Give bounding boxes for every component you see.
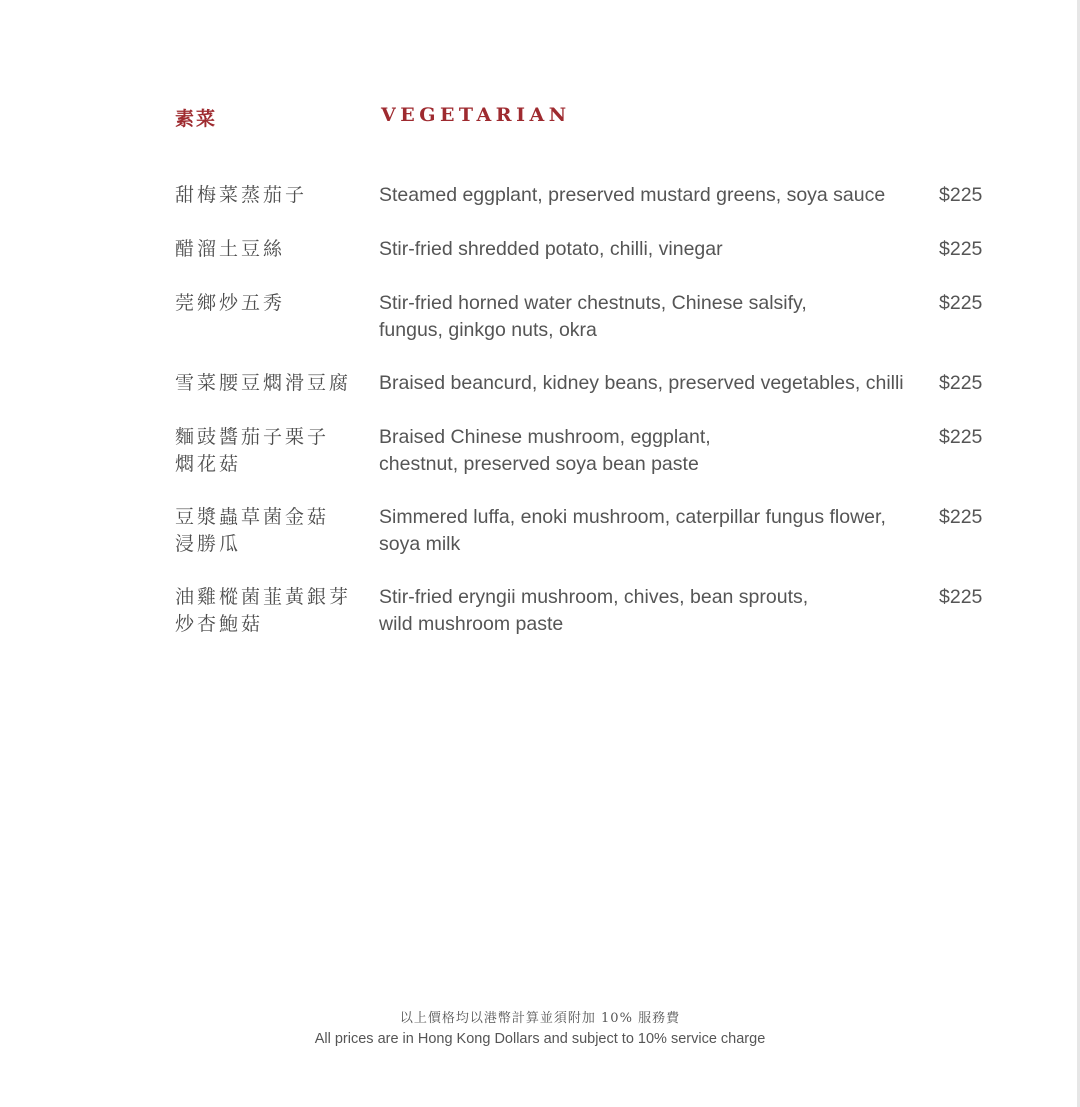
dish-name-cn: 油雞樅菌韮黃銀芽 炒杏鮑菇 [175,586,352,635]
menu-item [0,236,1080,290]
dish-price: $225 [939,292,983,314]
dish-name-cn: 豆漿蟲草菌金菇 浸勝瓜 [175,506,330,555]
menu-item [0,182,1080,236]
dish-description-en: Braised beancurd, kidney beans, preserved vegetables, chilli [379,372,904,394]
dish-price: $225 [939,184,983,206]
menu-item [0,370,1080,424]
dish-description-en: Stir-fried horned water chestnuts, Chinese salsify, fungus, ginkgo nuts, okra [379,292,807,341]
dish-price: $225 [939,372,983,394]
footer-note-cn: 以上價格均以港幣計算並須附加 10% 服務費 [399,1011,681,1026]
dish-name-cn: 麵豉醬茄子栗子 燜花菇 [175,426,330,475]
section-header [0,104,1080,136]
menu-item [0,584,1080,664]
dish-name-cn: 雪菜腰豆燜滑豆腐 [175,372,352,394]
dish-name-cn: 醋溜土豆絲 [175,238,286,260]
dish-description-en: Stir-fried eryngii mushroom, chives, bean sprouts, wild mushroom paste [379,586,809,635]
section-title-en: VEGETARIAN [381,104,571,126]
footer-note-en: All prices are in Hong Kong Dollars and subject to 10% service charge [314,1031,766,1047]
menu-item [0,424,1080,504]
menu-item [0,504,1080,584]
dish-price: $225 [939,426,983,448]
dish-price: $225 [939,238,983,260]
menu-list [0,182,1080,664]
dish-price: $225 [939,586,983,608]
dish-description-en: Simmered luffa, enoki mushroom, caterpillar fungus flower, soya milk [379,506,886,555]
dish-description-en: Braised Chinese mushroom, eggplant, chestnut, preserved soya bean paste [379,426,711,475]
dish-price: $225 [939,506,983,528]
footer-note [0,1009,1080,1049]
menu-item [0,290,1080,370]
dish-description-en: Stir-fried shredded potato, chilli, vinegar [379,238,723,260]
dish-name-cn: 甜梅菜蒸茄子 [175,184,308,206]
section-title-cn: 素菜 [175,108,218,130]
dish-name-cn: 莞鄉炒五秀 [175,292,286,314]
dish-description-en: Steamed eggplant, preserved mustard greens, soya sauce [379,184,886,206]
